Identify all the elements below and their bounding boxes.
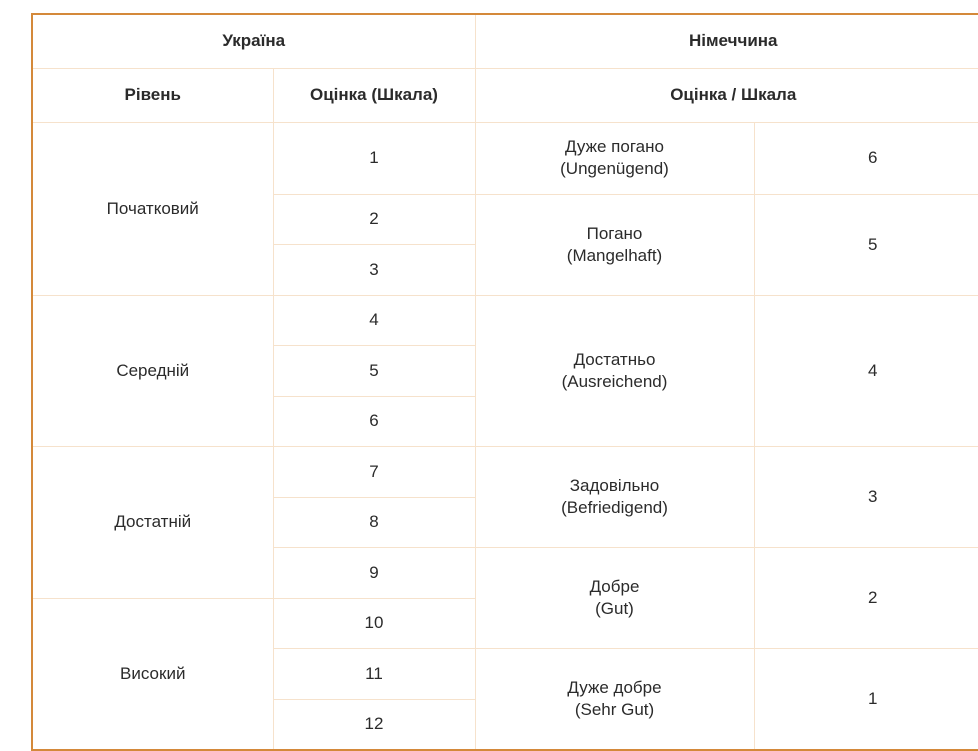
- ua-grade-scale-header: Оцінка (Шкала): [273, 68, 475, 122]
- ua-grade-cell: 4: [273, 295, 475, 346]
- ua-level-cell: Середній: [32, 295, 273, 447]
- de-grade-label: Дуже погано: [565, 137, 664, 156]
- ua-grade-cell: 1: [273, 122, 475, 194]
- de-grade-label: Задовільно: [569, 476, 660, 495]
- de-grade-scale-header: Оцінка / Шкала: [475, 68, 978, 122]
- germany-header: Німеччина: [475, 14, 978, 68]
- grade-comparison-table: [31, 13, 978, 751]
- level-column-header: Рівень: [32, 68, 273, 122]
- de-grade-label-cell: [475, 295, 754, 447]
- ua-grade-cell: 10: [273, 598, 475, 649]
- de-grade-native: (Sehr Gut): [574, 699, 655, 719]
- de-grade-label: Дуже добре: [567, 677, 662, 697]
- de-grade-value-cell: 4: [754, 295, 978, 447]
- de-grade-native: (Mangelhaft): [566, 245, 663, 265]
- ua-grade-cell: 5: [273, 346, 475, 397]
- de-grade-value-cell: 1: [754, 649, 978, 750]
- ua-grade-cell: 12: [273, 699, 475, 750]
- de-grade-value-cell: 6: [754, 122, 978, 194]
- ua-grade-cell: 11: [273, 649, 475, 700]
- de-grade-label: Добре: [589, 577, 640, 596]
- table-row: [32, 122, 978, 194]
- ua-level-cell: Початковий: [32, 122, 273, 295]
- ua-grade-cell: 8: [273, 497, 475, 548]
- ua-grade-cell: 2: [273, 194, 475, 245]
- ua-grade-cell: 7: [273, 447, 475, 498]
- grade-comparison-wrapper: [31, 13, 978, 751]
- de-grade-label: Погано: [586, 223, 643, 243]
- de-grade-value-cell: 2: [754, 548, 978, 649]
- ua-grade-cell: 3: [273, 245, 475, 296]
- de-grade-value-cell: 5: [754, 194, 978, 295]
- ua-grade-cell: 6: [273, 396, 475, 447]
- country-header-row: [32, 14, 978, 68]
- ua-grade-cell: 9: [273, 548, 475, 599]
- de-grade-native: (Befriedigend): [561, 498, 668, 517]
- de-grade-native: (Ungenügend): [560, 159, 669, 178]
- de-grade-value-cell: 3: [754, 447, 978, 548]
- ukraine-header: Україна: [32, 14, 475, 68]
- de-grade-label-cell: [475, 194, 754, 295]
- de-grade-label-cell: [475, 122, 754, 194]
- de-grade-label-cell: [475, 447, 754, 548]
- table-row: [32, 295, 978, 346]
- de-grade-label: Достатньо: [573, 349, 656, 369]
- de-grade-native: (Ausreichend): [561, 371, 668, 391]
- column-header-row: [32, 68, 978, 122]
- de-grade-label-cell: [475, 548, 754, 649]
- de-grade-native: (Gut): [595, 599, 634, 618]
- ua-level-cell: Достатній: [32, 447, 273, 599]
- ua-level-cell: Високий: [32, 598, 273, 750]
- table-row: [32, 447, 978, 498]
- de-grade-label-cell: [475, 649, 754, 750]
